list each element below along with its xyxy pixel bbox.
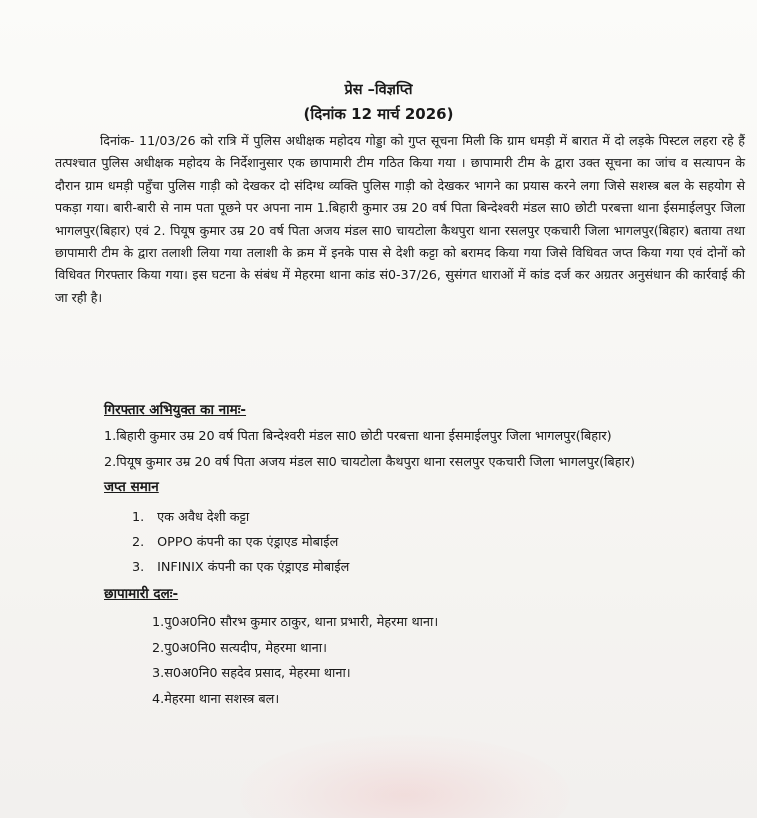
seized-item bbox=[132, 555, 349, 580]
accused-heading: गिरफ्तार अभियुक्त का नामः- bbox=[104, 402, 247, 418]
seized-heading: जप्त समान bbox=[104, 479, 159, 495]
seized-list bbox=[132, 505, 349, 580]
seized-item-text: एक अवैध देशी कट्टा bbox=[157, 510, 250, 525]
body-paragraph bbox=[55, 130, 745, 309]
document-title: प्रेस –विज्ञप्ति bbox=[344, 82, 413, 98]
seized-item bbox=[132, 505, 349, 530]
accused-item: 1.बिहारी कुमार उम्र 20 वर्ष पिता बिन्देश्वरी मंडल सा0 छोटी परबत्ता थाना ईसमाईलपुर जिला भागलपुर(बिहार) bbox=[104, 429, 612, 444]
seized-item-number: 1. bbox=[132, 510, 145, 525]
raid-team-member: 1.पु0अ0नि0 सौरभ कुमार ठाकुर, थाना प्रभारी, मेहरमा थाना। bbox=[152, 615, 439, 630]
document-date: (दिनांक 12 मार्च 2026) bbox=[303, 105, 454, 123]
raid-team-member: 4.मेहरमा थाना सशस्त्र बल। bbox=[152, 691, 280, 707]
body-text: दिनांक- 11/03/26 को रात्रि में पुलिस अधीक्षक महोदय गोड्डा को गुप्त सूचना मिली कि ग्राम धमड़ी में बारात में दो लड़के पिस्टल लहरा रहे हैं तत्पश्चात पुलिस अधीक्षक महोदय के निर्देशानुसार एक छापामारी टीम गठित किया गया । छापामारी टीम के द्वारा उक्त सूचना का जांच व सत्यापन के दौरान ग्राम धमड़ी पहुँचा पुलिस गाड़ी को देखकर दो संदिग्ध व्यक्ति पुलिस गाड़ी को देखकर भागने का प्रयास करने लगा जिसे सशस्त्र बल के सहयोग से पकड़ा गया। बारी-बारी से नाम पता पूछने पर अपना नाम 1.बिहारी कुमार उम्र 20 वर्ष पिता बिन्देश्वरी मंडल सा0 छोटी परबत्ता थाना ईसमाईलपुर जिला भागलपुर(बिहार) एवं 2. पियूष कुमार उम्र 20 वर्ष पिता अजय मंडल सा0 चायटोला कैथपुरा थाना रसलपुर एकचारी जिला भागलपुर(बिहार) बताया तथा छापामारी टीम के द्वारा तलाशी लिया गया तलाशी के क्रम में इनके पास से देशी कट्टा को बरामद किया गया जिसे विधिवत जप्त किया गया एवं दोनों को विधिवत गिरफ्तार किया गया। इस घटना के संबंध में मेहरमा थाना कांड सं0-37/26, सुसंगत धाराओं में कांड दर्ज कर अग्रतर अनुसंधान की कार्रवाई की जा रही है। bbox=[55, 133, 745, 305]
seized-item-number: 3. bbox=[132, 560, 145, 575]
accused-item: 2.पियूष कुमार उम्र 20 वर्ष पिता अजय मंडल सा0 चायटोला कैथपुरा थाना रसलपुर एकचारी जिला भागलपुर(बिहार) bbox=[104, 455, 636, 470]
seized-item-text: INFINIX कंपनी का एक एंड्राएड मोबाईल bbox=[157, 560, 350, 575]
raid-team-heading: छापामारी दलः- bbox=[104, 586, 179, 602]
raid-team-member: 3.स0अ0नि0 सहदेव प्रसाद, मेहरमा थाना। bbox=[152, 666, 351, 681]
raid-team-member: 2.पु0अ0नि0 सत्यदीप, मेहरमा थाना। bbox=[152, 640, 327, 656]
raid-team-list bbox=[152, 610, 438, 712]
paper-stain bbox=[240, 735, 570, 818]
seized-item-number: 2. bbox=[132, 535, 145, 550]
seized-item-text: OPPO कंपनी का एक एंड्राएड मोबाईल bbox=[157, 535, 339, 550]
seized-item bbox=[132, 530, 349, 555]
